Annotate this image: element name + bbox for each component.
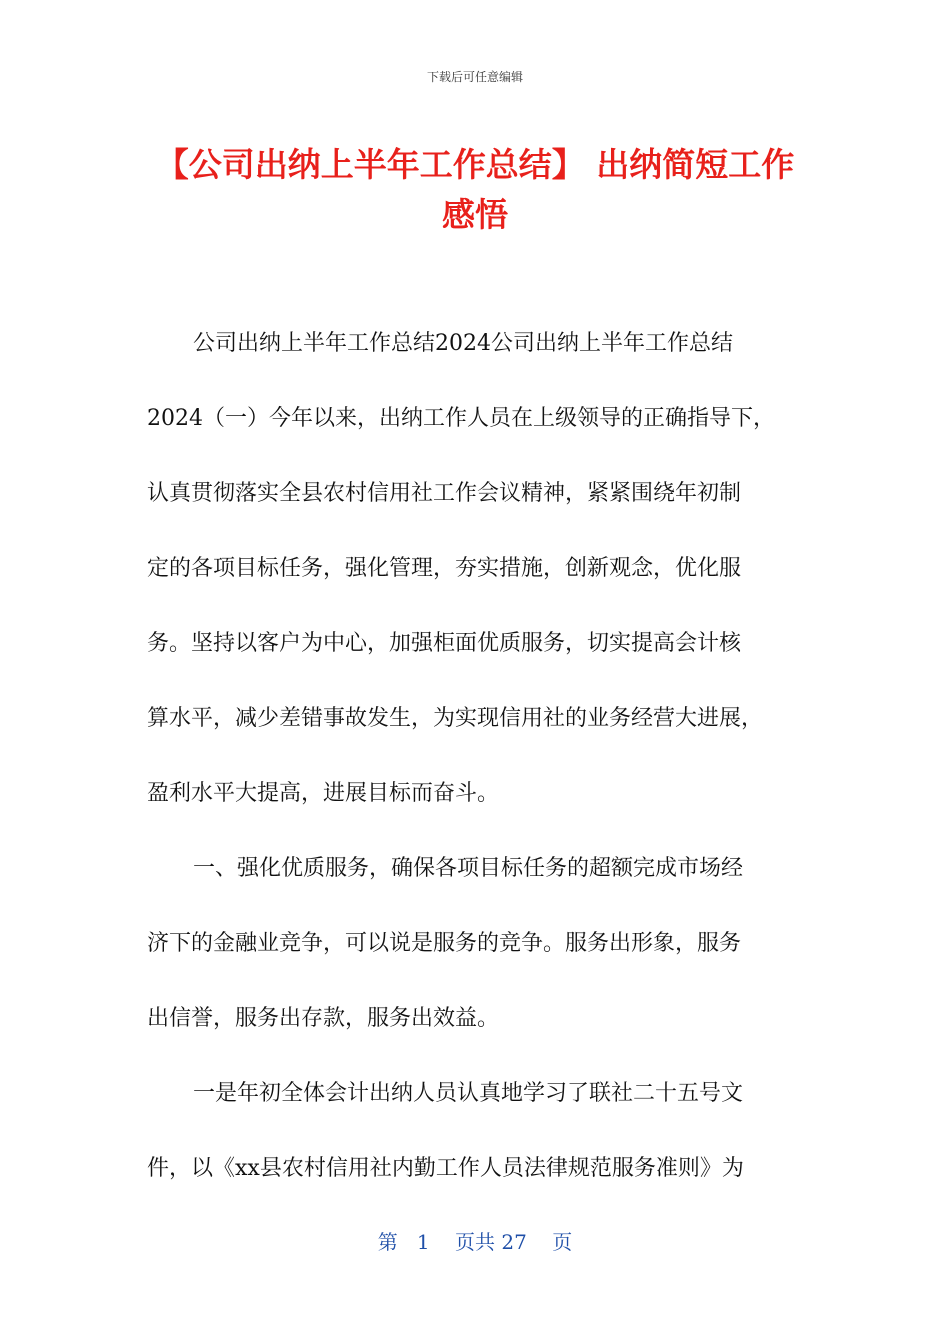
paragraph-line: 出信誉，服务出存款，服务出效益。 — [147, 1006, 500, 1031]
paragraph-line: 盈利水平大提高，进展目标而奋斗。 — [147, 781, 500, 806]
title-line-2: 感悟 — [442, 195, 508, 234]
footer-middle: 页共 — [455, 1230, 495, 1254]
paragraph-line: 公司出纳上半年工作总结2024公司出纳上半年工作总结 — [193, 331, 733, 356]
paragraph-line: 认真贯彻落实全县农村信用社工作会议精神，紧紧围绕年初制 — [147, 481, 742, 506]
paragraph-line: 算水平，减少差错事故发生，为实现信用社的业务经营大进展， — [147, 706, 764, 731]
paragraph-line: 定的各项目标任务，强化管理，夯实措施，创新观念，优化服 — [147, 556, 742, 581]
paragraph-line: 务。坚持以客户为中心，加强柜面优质服务，切实提高会计核 — [147, 631, 742, 656]
footer-prefix: 第 — [377, 1230, 398, 1254]
current-page-number: 1 — [416, 1230, 430, 1254]
paragraph-line: 一、强化优质服务，确保各项目标任务的超额完成市场经 — [193, 856, 744, 881]
paragraph-line: 济下的金融业竞争，可以说是服务的竞争。服务出形象，服务 — [147, 931, 742, 956]
paragraph-line: 一是年初全体会计出纳人员认真地学习了联社二十五号文 — [193, 1081, 744, 1106]
body-text — [147, 316, 807, 1216]
header-note: 下载后可任意编辑 — [426, 70, 523, 84]
total-page-count: 27 — [501, 1230, 527, 1254]
page-footer — [0, 1226, 950, 1255]
title-line-1: 【公司出纳上半年工作总结】 出纳简短工作 — [155, 145, 795, 184]
paragraph-line: 2024（一）今年以来，出纳工作人员在上级领导的正确指导下， — [147, 406, 775, 431]
footer-suffix: 页 — [552, 1230, 573, 1254]
document-title — [0, 140, 950, 240]
paragraph-line: 件，以《xx县农村信用社内勤工作人员法律规范服务准则》为 — [147, 1156, 744, 1181]
